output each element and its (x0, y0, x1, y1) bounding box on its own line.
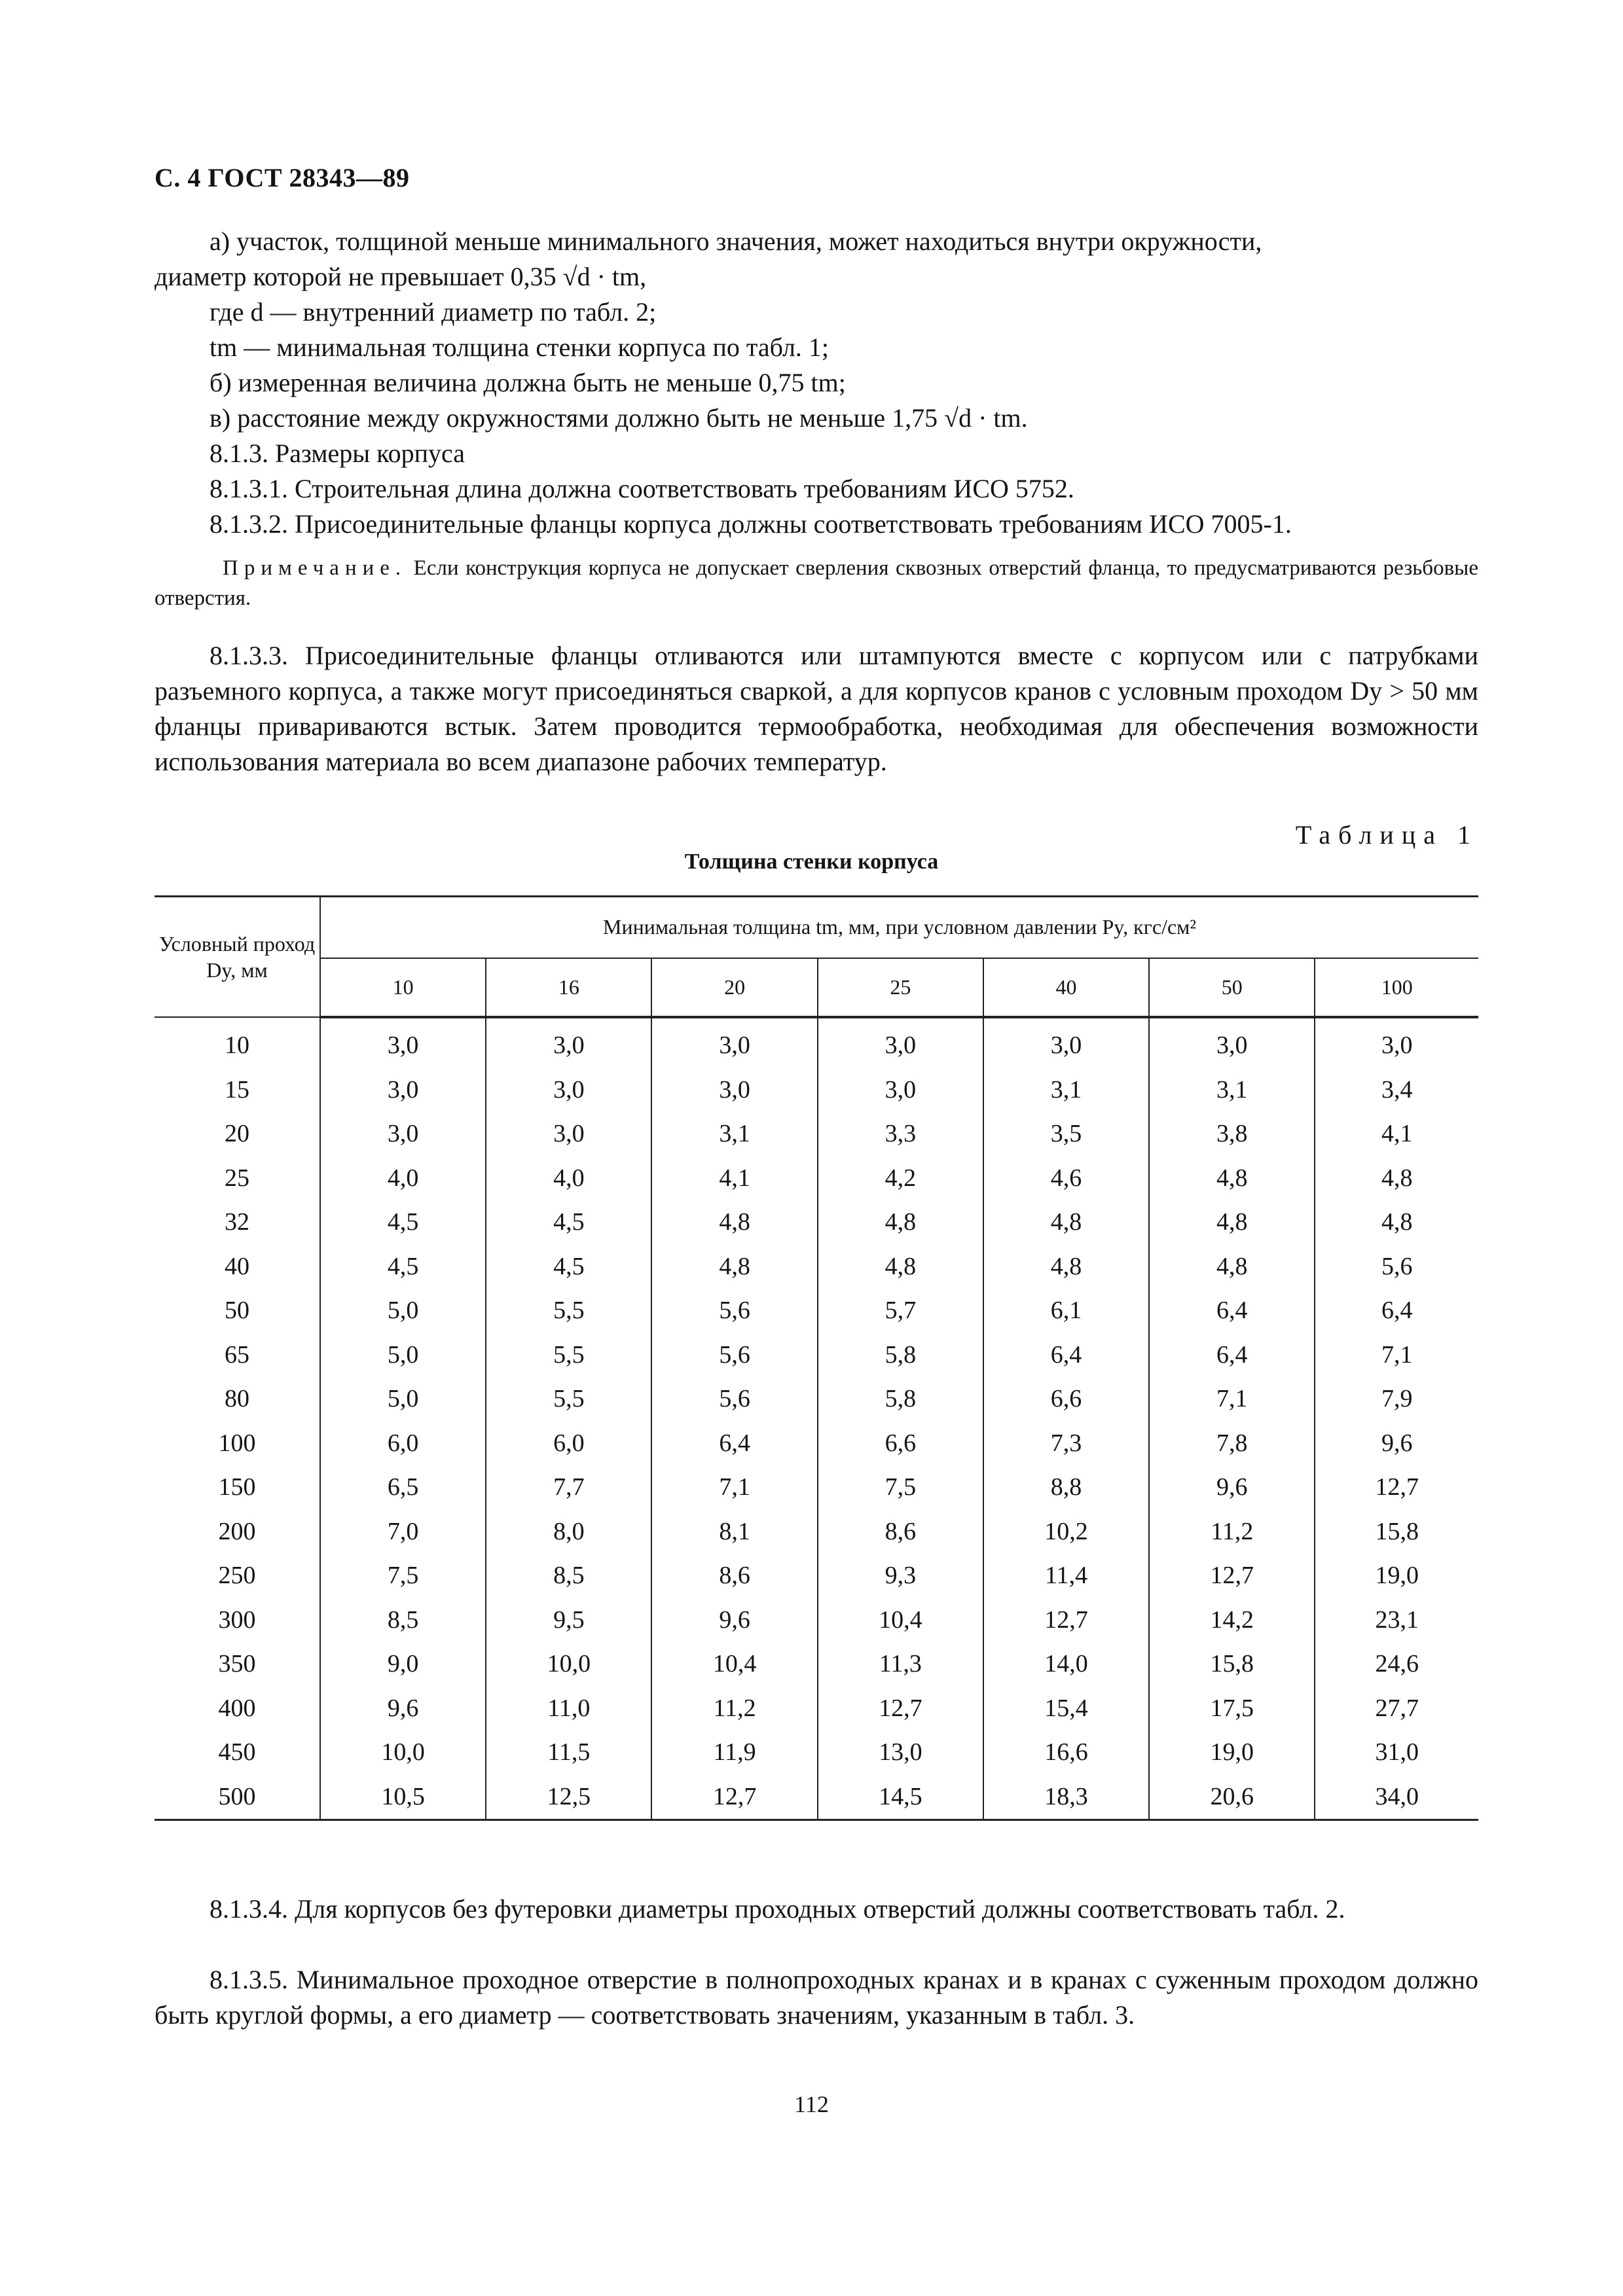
note-label: Примечание. (223, 556, 407, 580)
nominal-bore-cell: 100 (218, 1429, 256, 1457)
thickness-cell: 3,0 (320, 1017, 486, 1068)
thickness-cell: 12,7 (983, 1598, 1149, 1642)
thickness-cell: 9,3 (818, 1554, 983, 1598)
thickness-cell: 24,6 (1315, 1642, 1478, 1687)
nominal-bore-cell: 40 (225, 1252, 249, 1280)
thickness-cell: 15,8 (1315, 1509, 1478, 1554)
thickness-cell: 11,9 (651, 1731, 817, 1775)
thickness-cell: 8,5 (486, 1554, 651, 1598)
thickness-cell: 6,4 (1149, 1289, 1315, 1333)
nominal-bore-cell: 450 (218, 1738, 256, 1767)
pressure-header: 25 (818, 958, 983, 1017)
table-row (155, 1156, 1478, 1200)
nominal-bore-cell: 400 (218, 1694, 256, 1722)
table-row (155, 1333, 1478, 1377)
thickness-cell: 3,0 (486, 1112, 651, 1157)
thickness-cell: 9,6 (1315, 1421, 1478, 1465)
thickness-cell: 6,4 (1315, 1289, 1478, 1333)
table-row (155, 1774, 1478, 1820)
thickness-cell: 12,7 (818, 1686, 983, 1731)
thickness-cell: 14,0 (983, 1642, 1149, 1687)
thickness-cell: 3,4 (1315, 1067, 1478, 1112)
table-row (155, 1686, 1478, 1731)
table-row (155, 1377, 1478, 1422)
thickness-cell: 12,5 (486, 1774, 651, 1820)
thickness-cell: 5,7 (818, 1289, 983, 1333)
thickness-cell: 11,5 (486, 1731, 651, 1775)
thickness-cell: 7,8 (1149, 1421, 1315, 1465)
thickness-cell: 11,2 (651, 1686, 817, 1731)
thickness-cell: 10,0 (486, 1642, 651, 1687)
thickness-cell: 3,1 (1149, 1067, 1315, 1112)
thickness-cell: 16,6 (983, 1731, 1149, 1775)
thickness-cell: 4,8 (651, 1244, 817, 1289)
thickness-cell: 3,0 (486, 1017, 651, 1068)
thickness-cell: 13,0 (818, 1731, 983, 1775)
thickness-cell: 3,0 (651, 1067, 817, 1112)
thickness-cell: 31,0 (1315, 1731, 1478, 1775)
thickness-cell: 5,6 (651, 1333, 817, 1377)
section-8-1-3: 8.1.3. Размеры корпуса (210, 439, 465, 468)
thickness-cell: 6,5 (320, 1465, 486, 1510)
thickness-cell: 11,3 (818, 1642, 983, 1687)
thickness-cell: 4,1 (651, 1156, 817, 1200)
thickness-cell: 17,5 (1149, 1686, 1315, 1731)
thickness-cell: 8,6 (651, 1554, 817, 1598)
wall-thickness-table (155, 895, 1478, 1821)
thickness-cell: 4,8 (1315, 1156, 1478, 1200)
section-8-1-3-2: 8.1.3.2. Присоединительные фланцы корпуса должны соответствовать требованиям ИСО 7005-1. (210, 509, 1292, 539)
thickness-cell: 3,1 (983, 1067, 1149, 1112)
thickness-cell: 9,5 (486, 1598, 651, 1642)
thickness-cell: 4,5 (486, 1244, 651, 1289)
thickness-cell: 7,1 (651, 1465, 817, 1510)
pressure-header: 50 (1149, 958, 1315, 1017)
table-row (155, 1067, 1478, 1112)
thickness-cell: 5,8 (818, 1377, 983, 1422)
nominal-bore-cell: 10 (225, 1031, 249, 1059)
thickness-cell: 7,7 (486, 1465, 651, 1510)
pressure-header: 40 (983, 958, 1149, 1017)
thickness-cell: 10,4 (818, 1598, 983, 1642)
thickness-cell: 6,4 (651, 1421, 817, 1465)
where-d-line: где d — внутренний диаметр по табл. 2; (210, 297, 657, 327)
thickness-cell: 5,0 (320, 1377, 486, 1422)
nominal-bore-cell: 65 (225, 1340, 249, 1369)
thickness-cell: 11,4 (983, 1554, 1149, 1598)
thickness-cell: 15,8 (1149, 1642, 1315, 1687)
thickness-cell: 7,0 (320, 1509, 486, 1554)
thickness-cell: 6,1 (983, 1289, 1149, 1333)
thickness-cell: 5,0 (320, 1333, 486, 1377)
table-body (155, 1017, 1478, 1820)
section-8-1-3-3: 8.1.3.3. Присоединительные фланцы отливаются или штампуются вместе с корпусом или с патрубками разъемного корпуса, а также могут присоединяться сваркой, а для корпусов кранов с условным проходом Dy > 50 мм фланцы привариваются встык. Затем проводится термообработка, необходимая для обеспечения возможности использования материала во всем диапазоне рабочих температур. (155, 641, 1478, 776)
thickness-cell: 4,6 (983, 1156, 1149, 1200)
thickness-cell: 4,8 (1315, 1200, 1478, 1245)
thickness-cell: 10,0 (320, 1731, 486, 1775)
thickness-cell: 4,8 (818, 1200, 983, 1245)
page-number: 112 (794, 2091, 829, 2117)
note-block (155, 553, 1478, 613)
thickness-cell: 11,0 (486, 1686, 651, 1731)
table-row (155, 1112, 1478, 1157)
table-title: Толщина стенки корпуса (684, 850, 939, 874)
section-8-1-3-5: 8.1.3.5. Минимальное проходное отверстие в полнопроходных кранах и в кранах с суженным проходом должно быть круглой формы, а его диаметр — соответствовать значениям, указанным в табл. 3. (155, 1965, 1478, 2030)
thickness-cell: 19,0 (1315, 1554, 1478, 1598)
thickness-cell: 3,5 (983, 1112, 1149, 1157)
thickness-cell: 19,0 (1149, 1731, 1315, 1775)
thickness-cell: 3,0 (818, 1067, 983, 1112)
thickness-cell: 18,3 (983, 1774, 1149, 1820)
section-8-1-3-1: 8.1.3.1. Строительная длина должна соответствовать требованиям ИСО 5752. (210, 474, 1074, 503)
thickness-cell: 8,5 (320, 1598, 486, 1642)
thickness-cell: 12,7 (1315, 1465, 1478, 1510)
thickness-cell: 23,1 (1315, 1598, 1478, 1642)
table-row (155, 1017, 1478, 1068)
table-row (155, 1509, 1478, 1554)
where-tm-line: tm — минимальная толщина стенки корпуса по табл. 1; (210, 332, 830, 362)
thickness-cell: 5,5 (486, 1333, 651, 1377)
thickness-cell: 3,0 (983, 1017, 1149, 1068)
section-8-1-3-4: 8.1.3.4. Для корпусов без футеровки диаметры проходных отверстий должны соответствовать табл. 2. (210, 1894, 1345, 1924)
thickness-cell: 9,6 (320, 1686, 486, 1731)
thickness-cell: 14,2 (1149, 1598, 1315, 1642)
thickness-cell: 5,6 (651, 1289, 817, 1333)
thickness-cell: 4,8 (983, 1244, 1149, 1289)
thickness-cell: 6,0 (486, 1421, 651, 1465)
thickness-cell: 4,2 (818, 1156, 983, 1200)
table-row (155, 1731, 1478, 1775)
thickness-cell: 3,0 (1315, 1017, 1478, 1068)
nominal-bore-cell: 300 (218, 1605, 256, 1634)
thickness-cell: 8,1 (651, 1509, 817, 1554)
pressure-header: 100 (1315, 958, 1478, 1017)
thickness-cell: 12,7 (1149, 1554, 1315, 1598)
thickness-cell: 7,1 (1149, 1377, 1315, 1422)
thickness-cell: 5,6 (1315, 1244, 1478, 1289)
nominal-bore-cell: 32 (225, 1208, 249, 1236)
thickness-cell: 4,8 (983, 1200, 1149, 1245)
thickness-cell: 7,1 (1315, 1333, 1478, 1377)
paragraph-a-line2: диаметр которой не превышает 0,35 √d · tm, (155, 262, 647, 291)
thickness-cell: 8,8 (983, 1465, 1149, 1510)
thickness-cell: 7,5 (818, 1465, 983, 1510)
thickness-cell: 5,6 (651, 1377, 817, 1422)
thickness-cell: 5,0 (320, 1289, 486, 1333)
thickness-cell: 9,6 (651, 1598, 817, 1642)
thickness-cell: 6,4 (983, 1333, 1149, 1377)
pressure-header: 16 (486, 958, 651, 1017)
thickness-cell: 34,0 (1315, 1774, 1478, 1820)
table-row (155, 1289, 1478, 1333)
thickness-cell: 4,5 (486, 1200, 651, 1245)
thickness-cell: 3,1 (651, 1112, 817, 1157)
paragraph-v: в) расстояние между окружностями должно быть не меньше 1,75 √d · tm. (210, 403, 1028, 433)
nominal-bore-cell: 15 (225, 1075, 249, 1103)
thickness-cell: 3,3 (818, 1112, 983, 1157)
thickness-cell: 8,6 (818, 1509, 983, 1554)
nominal-bore-cell: 250 (218, 1562, 256, 1590)
thickness-cell: 12,7 (651, 1774, 817, 1820)
thickness-cell: 3,0 (486, 1067, 651, 1112)
nominal-bore-cell: 80 (225, 1385, 249, 1413)
thickness-cell: 4,8 (1149, 1156, 1315, 1200)
thickness-cell: 4,8 (1149, 1200, 1315, 1245)
thickness-cell: 11,2 (1149, 1509, 1315, 1554)
thickness-cell: 7,3 (983, 1421, 1149, 1465)
table-row (155, 1465, 1478, 1510)
thickness-cell: 9,6 (1149, 1465, 1315, 1510)
thickness-cell: 15,4 (983, 1686, 1149, 1731)
thickness-cell: 5,5 (486, 1377, 651, 1422)
thickness-cell: 10,2 (983, 1509, 1149, 1554)
thickness-cell: 8,0 (486, 1509, 651, 1554)
thickness-cell: 10,5 (320, 1774, 486, 1820)
table-row (155, 1642, 1478, 1687)
nominal-bore-cell: 500 (155, 1774, 320, 1820)
nominal-bore-cell: 150 (218, 1473, 256, 1501)
thickness-cell: 4,8 (818, 1244, 983, 1289)
thickness-cell: 6,6 (983, 1377, 1149, 1422)
thickness-cell: 14,5 (818, 1774, 983, 1820)
table-row (155, 1244, 1478, 1289)
thickness-cell: 4,8 (651, 1200, 817, 1245)
nominal-bore-cell: 20 (225, 1120, 249, 1148)
table-row (155, 1598, 1478, 1642)
thickness-cell: 4,1 (1315, 1112, 1478, 1157)
thickness-cell: 7,5 (320, 1554, 486, 1598)
thickness-cell: 3,0 (1149, 1017, 1315, 1068)
thickness-cell: 3,0 (651, 1017, 817, 1068)
table-label: Таблица 1 (1295, 820, 1478, 850)
thickness-cell: 3,0 (320, 1067, 486, 1112)
nominal-bore-cell: 350 (218, 1650, 256, 1678)
thickness-cell: 10,4 (651, 1642, 817, 1687)
thickness-cell: 3,0 (320, 1112, 486, 1157)
thickness-cell: 20,6 (1149, 1774, 1315, 1820)
paragraph-a-line1: а) участок, толщиной меньше минимального значения, может находиться внутри окружности, (210, 226, 1262, 256)
nominal-bore-cell: 50 (225, 1297, 249, 1325)
thickness-cell: 3,0 (818, 1017, 983, 1068)
thickness-cell: 7,9 (1315, 1377, 1478, 1422)
row-header-cell: Условный проход Dy, мм (155, 897, 320, 1017)
thickness-cell: 3,8 (1149, 1112, 1315, 1157)
pressure-header: 10 (320, 958, 486, 1017)
thickness-cell: 4,8 (1149, 1244, 1315, 1289)
table-row (155, 1554, 1478, 1598)
thickness-cell: 27,7 (1315, 1686, 1478, 1731)
thickness-cell: 9,0 (320, 1642, 486, 1687)
paragraph-b: б) измеренная величина должна быть не меньше 0,75 tm; (210, 368, 846, 397)
thickness-cell: 6,4 (1149, 1333, 1315, 1377)
thickness-cell: 5,5 (486, 1289, 651, 1333)
thickness-cell: 4,0 (320, 1156, 486, 1200)
thickness-cell: 5,8 (818, 1333, 983, 1377)
table-row (155, 1200, 1478, 1245)
table-row (155, 1421, 1478, 1465)
thickness-cell: 6,0 (320, 1421, 486, 1465)
nominal-bore-cell: 25 (225, 1164, 249, 1192)
pressure-header: 20 (651, 958, 817, 1017)
thickness-cell: 4,5 (320, 1244, 486, 1289)
group-header-cell: Минимальная толщина tm, мм, при условном давлении Py, кгс/см² (320, 897, 1478, 958)
nominal-bore-cell: 200 (218, 1517, 256, 1545)
note-text: Если конструкция корпуса не допускает сверления сквозных отверстий фланца, то предусматриваются резьбовые отверстия. (155, 556, 1478, 610)
thickness-cell: 4,5 (320, 1200, 486, 1245)
thickness-cell: 4,0 (486, 1156, 651, 1200)
page-header: С. 4 ГОСТ 28343—89 (155, 163, 410, 192)
thickness-cell: 6,6 (818, 1421, 983, 1465)
